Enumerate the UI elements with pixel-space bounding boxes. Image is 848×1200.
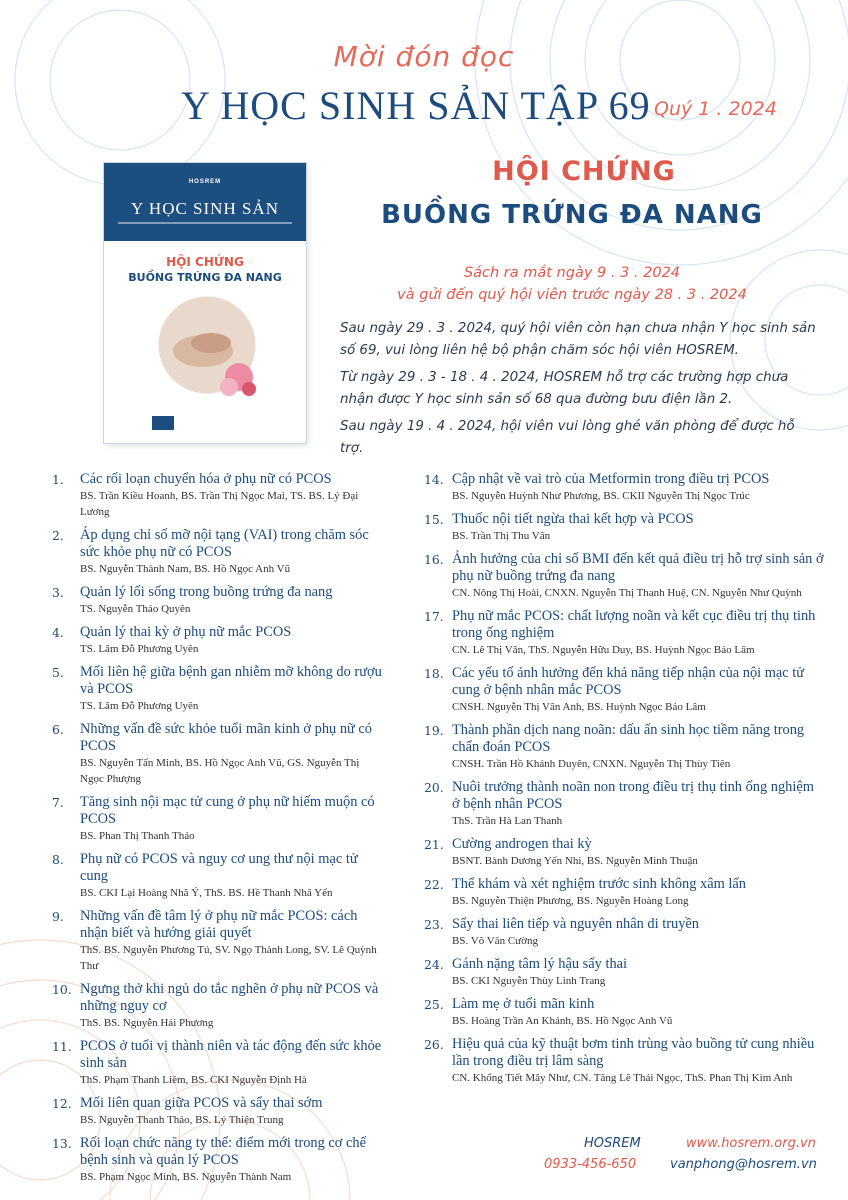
- article-authors: ThS. BS. Nguyễn Phương Tú, SV. Ngọ Thành Long, SV. Lê Quỳnh Thư: [80, 944, 377, 972]
- article-number: 1.: [52, 472, 64, 487]
- issue-quarter: Quý 1 . 2024: [654, 98, 777, 120]
- article-item: [52, 527, 382, 577]
- article-title: Ảnh hưởng của chỉ số BMI đến kết quả điều trị hỗ trợ sinh sản ở phụ nữ buồng trứng đa nang: [452, 551, 824, 584]
- article-title: Áp dụng chỉ số mỡ nội tạng (VAI) trong chăm sóc sức khỏe phụ nữ có PCOS: [80, 527, 369, 560]
- article-item: [52, 584, 382, 617]
- article-number: 13.: [52, 1136, 72, 1151]
- book-cover-subtitle-line: [118, 222, 292, 224]
- article-authors: BSNT. Bành Dương Yến Nhi, BS. Nguyễn Minh Thuận: [452, 855, 698, 867]
- book-cover-photo: [153, 291, 261, 399]
- article-number: 19.: [424, 723, 444, 738]
- article-number: 21.: [424, 837, 444, 852]
- articles-left-column: [52, 471, 382, 1192]
- footer-website[interactable]: www.hosrem.org.vn: [686, 1136, 816, 1151]
- article-authors: BS. Hoàng Trần An Khánh, BS. Hồ Ngọc Anh Vũ: [452, 1015, 673, 1027]
- article-title: Làm mẹ ở tuổi mãn kinh: [452, 996, 595, 1012]
- article-authors: ThS. Trần Hà Lan Thanh: [452, 815, 563, 827]
- page-title: Y HỌC SINH SẢN TẬP 69: [181, 83, 651, 128]
- book-cover: [104, 163, 306, 443]
- article-item: [424, 779, 824, 829]
- article-title: Những vấn đề tâm lý ở phụ nữ mắc PCOS: cách nhận biết và hướng giải quyết: [80, 908, 358, 941]
- article-authors: TS. Nguyễn Thảo Quyên: [80, 603, 191, 615]
- article-title: Thể khám và xét nghiệm trước sinh không xâm lấn: [452, 876, 746, 892]
- book-cover-title: Y HỌC SINH SẢN: [131, 199, 279, 218]
- article-title: Gánh nặng tâm lý hậu sẩy thai: [452, 956, 628, 972]
- book-cover-topic-line1: HỘI CHỨNG: [166, 255, 244, 269]
- article-item: [424, 608, 824, 658]
- feature-heading-red: HỘI CHỨNG: [492, 156, 676, 187]
- article-title: Thành phần dịch nang noãn: dấu ấn sinh học tiềm năng trong chẩn đoán PCOS: [452, 722, 805, 755]
- article-authors: ThS. Phạm Thanh Liêm, BS. CKI Nguyễn Định Hà: [80, 1074, 307, 1086]
- article-authors: CNSH. Nguyễn Thị Vân Anh, BS. Huỳnh Ngọc Bảo Lâm: [452, 701, 706, 713]
- article-authors: BS. Võ Văn Cường: [452, 935, 538, 947]
- article-authors: BS. CKI Nguyễn Thùy Linh Trang: [452, 975, 606, 987]
- article-number: 26.: [424, 1037, 444, 1052]
- article-authors: CN. Khổng Tiết Mây Như, CN. Tăng Lê Thái Ngọc, ThS. Phan Thị Kim Anh: [452, 1072, 793, 1084]
- member-notes: [340, 318, 820, 465]
- article-number: 16.: [424, 552, 444, 567]
- article-number: 18.: [424, 666, 444, 681]
- article-item: [52, 851, 382, 901]
- article-item: [424, 471, 824, 504]
- article-number: 12.: [52, 1096, 72, 1111]
- article-number: 14.: [424, 472, 444, 487]
- article-item: [424, 722, 824, 772]
- article-item: [52, 981, 382, 1031]
- article-title: Ngưng thở khi ngủ do tắc nghẽn ở phụ nữ PCOS và những nguy cơ: [80, 981, 379, 1014]
- article-item: [52, 664, 382, 714]
- article-authors: BS. Nguyễn Thanh Thảo, BS. Lý Thiện Trung: [80, 1114, 284, 1126]
- article-title: Phụ nữ mắc PCOS: chất lượng noãn và kết cục điều trị thụ tinh trong ống nghiệm: [452, 608, 816, 641]
- article-title: Quản lý lối sống trong buồng trứng đa nang: [80, 584, 333, 600]
- article-number: 15.: [424, 512, 444, 527]
- article-number: 8.: [52, 852, 64, 867]
- article-title: Mối liên hệ giữa bệnh gan nhiễm mỡ không do rượu và PCOS: [80, 664, 382, 697]
- article-number: 3.: [52, 585, 64, 600]
- article-number: 25.: [424, 997, 444, 1012]
- article-number: 2.: [52, 528, 64, 543]
- book-cover-logo: [152, 416, 174, 430]
- article-title: Sẩy thai liên tiếp và nguyên nhân di truyền: [452, 916, 699, 932]
- pre-title: Mời đón đọc: [333, 40, 515, 73]
- article-authors: BS. Trần Thị Thu Vân: [452, 530, 551, 542]
- article-title: Các yếu tố ảnh hưởng đến khả năng tiếp nhận của nội mạc tử cung ở bệnh nhân mắc PCOS: [452, 665, 805, 698]
- article-number: 5.: [52, 665, 64, 680]
- article-item: [52, 1135, 382, 1185]
- article-title: Những vấn đề sức khỏe tuổi mãn kinh ở phụ nữ có PCOS: [80, 721, 372, 754]
- article-number: 9.: [52, 909, 64, 924]
- article-authors: BS. Phạm Ngọc Minh, BS. Nguyễn Thành Nam: [80, 1171, 292, 1183]
- article-authors: BS. Nguyễn Thành Nam, BS. Hồ Ngọc Anh Vũ: [80, 563, 291, 575]
- article-authors: ThS. BS. Nguyễn Hải Phương: [80, 1017, 214, 1029]
- article-item: [424, 836, 824, 869]
- article-item: [424, 916, 824, 949]
- article-number: 6.: [52, 722, 64, 737]
- article-authors: BS. Nguyễn Tấn Minh, BS. Hồ Ngọc Anh Vũ, GS. Nguyễn Thị Ngọc Phượng: [80, 757, 360, 785]
- footer-org: HOSREM: [584, 1136, 641, 1151]
- article-authors: TS. Lâm Đỗ Phương Uyên: [80, 643, 199, 655]
- article-item: [424, 996, 824, 1029]
- articles-right-column: [424, 471, 824, 1093]
- article-number: 4.: [52, 625, 64, 640]
- article-authors: CNSH. Trần Hồ Khánh Duyên, CNXN. Nguyễn Thị Thùy Tiên: [452, 758, 731, 770]
- article-number: 22.: [424, 877, 444, 892]
- article-item: [52, 624, 382, 657]
- article-number: 23.: [424, 917, 444, 932]
- article-title: Phụ nữ có PCOS và nguy cơ ung thư nội mạc tử cung: [80, 851, 358, 884]
- article-authors: CN. Nông Thị Hoài, CNXN. Nguyễn Thị Thanh Huệ, CN. Nguyễn Như Quỳnh: [452, 587, 802, 599]
- delivery-date: và gửi đến quý hội viên trước ngày 28 . 3 . 2024: [397, 287, 747, 303]
- footer-email[interactable]: vanphong@hosrem.vn: [670, 1157, 817, 1172]
- article-item: [424, 876, 824, 909]
- article-authors: BS. Phan Thị Thanh Thảo: [80, 830, 195, 842]
- article-number: 7.: [52, 795, 64, 810]
- article-number: 11.: [52, 1039, 72, 1054]
- feature-heading-blue: BUỒNG TRỨNG ĐA NANG: [381, 200, 763, 230]
- article-number: 20.: [424, 780, 444, 795]
- article-title: Thuốc nội tiết ngừa thai kết hợp và PCOS: [452, 511, 694, 527]
- article-item: [52, 1038, 382, 1088]
- article-title: Rối loạn chức năng ty thể: điểm mới trong cơ chế bệnh sinh và quản lý PCOS: [80, 1135, 366, 1168]
- note-3: Sau ngày 19 . 4 . 2024, hội viên vui lòng ghé văn phòng để được hỗ trợ.: [340, 419, 795, 456]
- article-title: Nuôi trưởng thành noãn non trong điều trị thụ tinh ống nghiệm ở bệnh nhân PCOS: [452, 779, 814, 812]
- article-item: [52, 1095, 382, 1128]
- book-cover-topic-line2: BUỒNG TRỨNG ĐA NANG: [128, 271, 282, 284]
- article-item: [52, 794, 382, 844]
- article-title: Hiệu quả của kỹ thuật bơm tinh trùng vào buồng tử cung nhiều lần trong điều trị lâm sàng: [452, 1036, 815, 1069]
- article-title: Cập nhật về vai trò của Metformin trong điều trị PCOS: [452, 471, 770, 487]
- article-title: Mối liên quan giữa PCOS và sẩy thai sớm: [80, 1095, 323, 1111]
- article-number: 24.: [424, 957, 444, 972]
- article-title: Quản lý thai kỳ ở phụ nữ mắc PCOS: [80, 624, 292, 640]
- note-1: Sau ngày 29 . 3 . 2024, quý hội viên còn hạn chưa nhận Y học sinh sản số 69, vui lòng liên hệ bộ phận chăm sóc hội viên HOSREM.: [340, 321, 816, 358]
- article-item: [424, 551, 824, 601]
- article-item: [424, 511, 824, 544]
- article-item: [52, 721, 382, 787]
- article-authors: BS. CKI Lại Hoàng Nhã Ý, ThS. BS. Hề Thanh Nhã Yến: [80, 887, 333, 899]
- article-authors: BS. Nguyễn Huỳnh Như Phương, BS. CKII Nguyễn Thị Ngọc Trúc: [452, 490, 750, 502]
- article-title: Tăng sinh nội mạc tử cung ở phụ nữ hiếm muộn có PCOS: [80, 794, 375, 827]
- article-authors: CN. Lê Thị Vân, ThS. Nguyễn Hữu Duy, BS. Huỳnh Ngọc Bảo Lâm: [452, 644, 755, 656]
- book-cover-brand: HOSREM: [188, 179, 222, 185]
- article-title: Các rối loạn chuyển hóa ở phụ nữ có PCOS: [80, 471, 332, 487]
- note-2: Từ ngày 29 . 3 - 18 . 4 . 2024, HOSREM hỗ trợ các trường hợp chưa nhận được Y học sinh sản số 68 qua đường bưu điện lần 2.: [340, 370, 789, 407]
- article-item: [424, 956, 824, 989]
- launch-info: [352, 262, 792, 306]
- article-item: [424, 1036, 824, 1086]
- article-title: Cường androgen thai kỳ: [452, 836, 592, 852]
- article-authors: BS. Trần Kiều Hoanh, BS. Trần Thị Ngọc Mai, TS. BS. Lý Đại Lương: [80, 490, 359, 518]
- article-authors: BS. Nguyễn Thiện Phương, BS. Nguyễn Hoàng Long: [452, 895, 689, 907]
- footer-phone: 0933-456-650: [544, 1157, 637, 1172]
- article-item: [424, 665, 824, 715]
- article-number: 17.: [424, 609, 444, 624]
- article-title: PCOS ở tuổi vị thành niên và tác động đến sức khỏe sinh sản: [80, 1038, 382, 1071]
- launch-date: Sách ra mắt ngày 9 . 3 . 2024: [463, 265, 681, 281]
- article-number: 10.: [52, 982, 72, 997]
- article-item: [52, 471, 382, 520]
- article-authors: TS. Lâm Đỗ Phương Uyên: [80, 700, 199, 712]
- article-item: [52, 908, 382, 974]
